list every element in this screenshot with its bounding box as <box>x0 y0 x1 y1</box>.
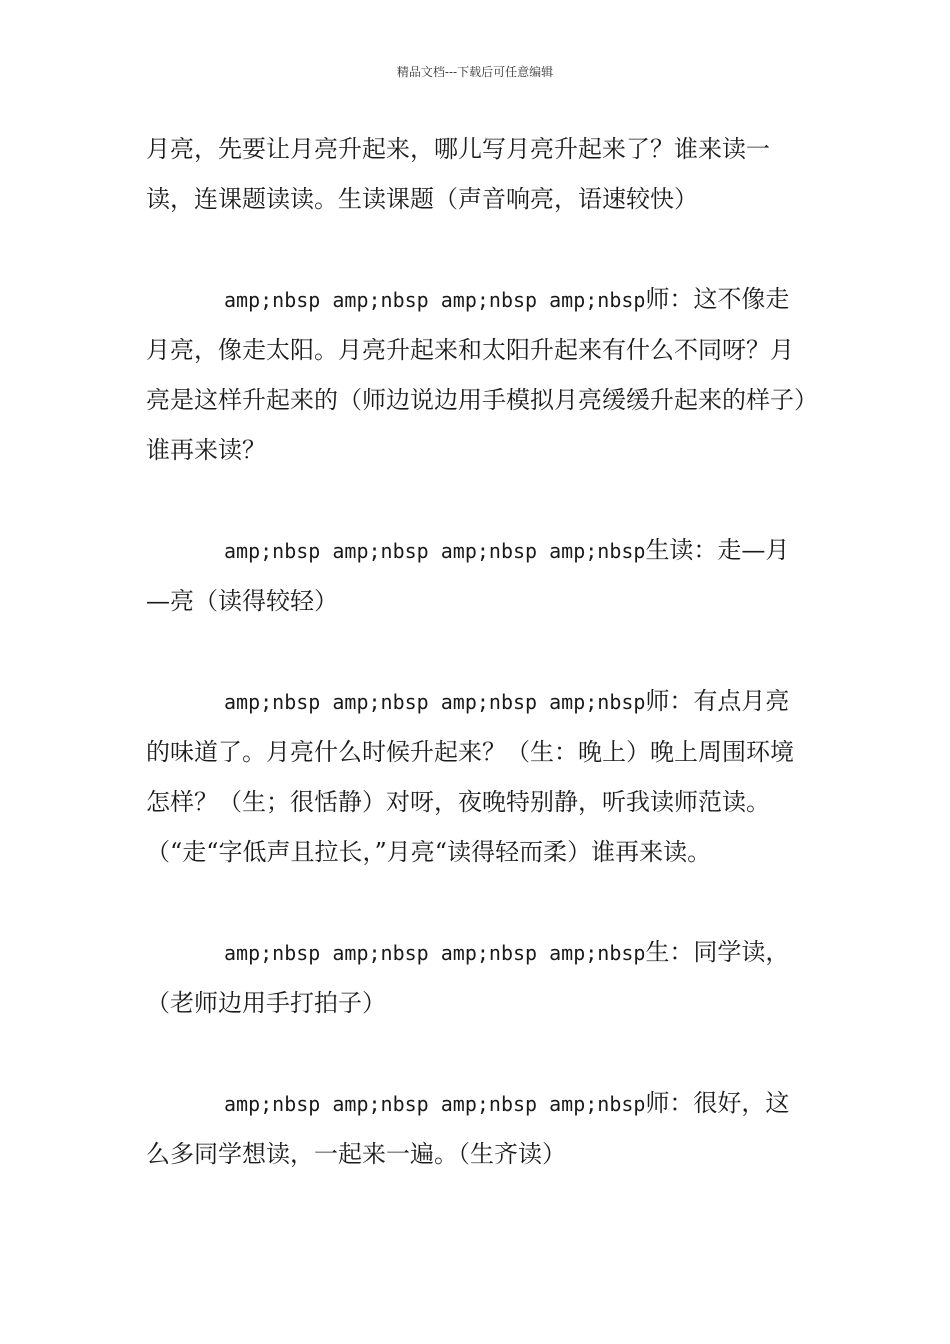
paragraph-prefix: amp;nbsp amp;nbsp amp;nbsp amp;nbsp <box>224 1092 646 1116</box>
paragraph-1 <box>146 124 808 224</box>
paragraph-text: 月亮，先要让月亮升起来，哪儿写月亮升起来了？谁来读一读，连课题读读。生读课题（声音响亮，语速较快） <box>146 135 770 213</box>
paragraph-text: 师：这不像走月亮，像走太阳。月亮升起来和太阳升起来有什么不同呀？月亮是这样升起来的（师边说边用手模拟月亮缓缓升起来的样子）谁再来读？ <box>146 285 806 464</box>
paragraph-2 <box>146 274 808 475</box>
paragraph-text: 师：有点月亮的味道了。月亮什么时候升起来？（生：晚上）晚上周围环境怎样？（生；很恬静）对呀，夜晚特别静，听我读师范读。（“走“字低声且拉长，”月亮“读得轻而柔）谁再来读。 <box>146 687 794 866</box>
paragraph-prefix: amp;nbsp amp;nbsp amp;nbsp amp;nbsp <box>224 941 646 965</box>
paragraph-prefix: amp;nbsp amp;nbsp amp;nbsp amp;nbsp <box>224 539 646 563</box>
paragraph-prefix: amp;nbsp amp;nbsp amp;nbsp amp;nbsp <box>224 288 646 312</box>
paragraph-text: 师：很好，这么多同学想读，一起来一遍。（生齐读） <box>146 1089 790 1168</box>
paragraph-6 <box>146 1078 808 1179</box>
paragraph-4 <box>146 676 808 877</box>
page-header: 精品文档---下载后可任意编辑 <box>396 65 554 79</box>
paragraph-3 <box>146 525 808 626</box>
paragraph-text: 生：同学读，（老师边用手打拍子） <box>146 938 790 1017</box>
paragraph-prefix: amp;nbsp amp;nbsp amp;nbsp amp;nbsp <box>224 690 646 714</box>
paragraph-text: 生读：走—月—亮（读得较轻） <box>146 536 790 615</box>
paragraph-5 <box>146 927 808 1028</box>
document-body <box>146 124 808 1179</box>
